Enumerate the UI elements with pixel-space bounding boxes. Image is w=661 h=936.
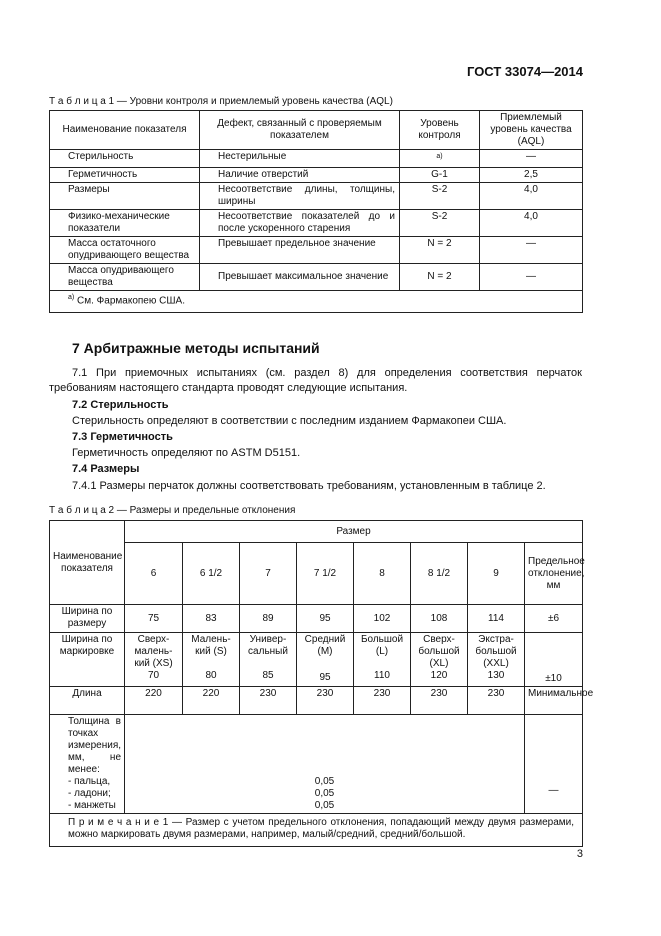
- table-row: [50, 605, 583, 633]
- thickness-item: - ладони;: [68, 788, 111, 799]
- t2-header-name: Наименование показателя: [50, 521, 125, 605]
- t2-cell: [354, 633, 411, 687]
- t1-cell: —: [480, 264, 583, 291]
- para-7-2: Стерильность определяют в соответствии с последним изданием Фармакопеи США.: [72, 415, 507, 427]
- t1-cell: 4,0: [480, 210, 583, 237]
- t1-cell: S-2: [400, 210, 480, 237]
- t2-size: 7: [240, 543, 297, 605]
- t2-cell: [125, 715, 525, 814]
- t1-cell: S-2: [400, 183, 480, 210]
- thickness-item: - пальца,: [68, 776, 111, 787]
- t1-cell: Размеры: [50, 183, 200, 210]
- para-7-3: Герметичность определяют по ASTM D5151.: [72, 447, 301, 459]
- t2-cell: 220: [183, 687, 240, 715]
- thickness-value: 0,05: [314, 776, 335, 787]
- t2-cell: [183, 633, 240, 687]
- t2-cell: —: [525, 715, 583, 814]
- t1-cell: N = 2: [400, 264, 480, 291]
- document-header: ГОСТ 33074—2014: [467, 64, 583, 79]
- t2-cell: 83: [183, 605, 240, 633]
- t2-cell: 95: [297, 605, 354, 633]
- t1-cell: Масса остаточного опудривающего вещества: [50, 237, 200, 264]
- t2-cell: [125, 633, 183, 687]
- para-7-4-1: 7.4.1 Размеры перчаток должны соответствовать требованиям, установленным в таблице 2.: [72, 480, 546, 492]
- t2-cell: [297, 633, 354, 687]
- t2-cell: [411, 633, 468, 687]
- t2-row-label: Ширина по маркировке: [50, 633, 125, 687]
- size-value: 95: [319, 672, 331, 683]
- table1: [49, 110, 583, 313]
- table-row: [50, 715, 583, 814]
- t2-size: 7 1/2: [297, 543, 354, 605]
- size-name: Универ-сальный: [248, 634, 288, 657]
- heading-7-4: 7.4 Размеры: [72, 463, 140, 475]
- t1-cell: N = 2: [400, 237, 480, 264]
- para-7-1: 7.1 При приемочных испытаниях (см. раздел 8) для определения соответствия перчаток требованиям настоящего стандарта проводят следующие испытания.: [49, 367, 582, 394]
- t2-cell: 75: [125, 605, 183, 633]
- size-name: Сверх-малень-кий (XS): [134, 634, 173, 669]
- t2-cell: [240, 633, 297, 687]
- t2-cell: ±10: [525, 633, 583, 687]
- t2-size: 6: [125, 543, 183, 605]
- footnote-text: См. Фармакопею США.: [74, 295, 185, 307]
- size-value: 120: [430, 670, 448, 681]
- t2-cell: 102: [354, 605, 411, 633]
- table1-caption: Т а б л и ц а 1 — Уровни контроля и приемлемый уровень качества (AQL): [49, 96, 393, 107]
- t2-row-label: Длина: [50, 687, 125, 715]
- t2-cell: 230: [354, 687, 411, 715]
- t2-cell: [468, 633, 525, 687]
- size-name: Средний (M): [304, 634, 346, 657]
- table-row: [50, 687, 583, 715]
- table-row: [50, 183, 583, 210]
- t1-cell: 4,0: [480, 183, 583, 210]
- table-row: [50, 264, 583, 291]
- t1-cell: —: [480, 237, 583, 264]
- t2-header-size: Размер: [125, 521, 583, 543]
- t2-cell: 230: [297, 687, 354, 715]
- t1-header-name: Наименование показателя: [50, 111, 200, 150]
- t1-cell: Герметичность: [50, 168, 200, 183]
- footnote-mark: а): [68, 294, 75, 302]
- t1-cell: Несоответствие длины, толщины, ширины: [200, 183, 400, 210]
- table2-caption: Т а б л и ц а 2 — Размеры и предельные отклонения: [49, 505, 296, 516]
- size-value: 85: [262, 670, 274, 681]
- size-name: Малень-кий (S): [191, 634, 231, 657]
- t2-note: П р и м е ч а н и е 1 — Размер с учетом предельного отклонения, попадающий между двумя размерами, можно маркировать двумя размерами, например, малый/средний, средний/большой.: [50, 814, 583, 847]
- t1-cell: Нестерильные: [200, 150, 400, 168]
- t1-cell: 2,5: [480, 168, 583, 183]
- thickness-item: - манжеты: [68, 800, 116, 811]
- size-name: Экстра-большой (XXL): [475, 634, 517, 669]
- section-7-title: 7 Арбитражные методы испытаний: [72, 340, 320, 356]
- t1-cell: Превышает предельное значение: [200, 237, 400, 264]
- footnote-mark: а): [436, 153, 443, 160]
- t2-row-label: [50, 715, 125, 814]
- t1-header-defect: Дефект, связанный с проверяемым показателем: [200, 111, 400, 150]
- t1-cell: [400, 150, 480, 168]
- t1-footnote: [50, 291, 583, 312]
- t2-row-label: Ширина по размеру: [50, 605, 125, 633]
- t2-cell: ±6: [525, 605, 583, 633]
- thickness-label: Толщина в точках измерения, мм, не менее:: [68, 716, 122, 775]
- table-row: [50, 633, 583, 687]
- thickness-value: 0,05: [314, 788, 335, 799]
- heading-7-2: 7.2 Стерильность: [72, 399, 169, 411]
- size-value: 130: [487, 670, 505, 681]
- t1-cell: Наличие отверстий: [200, 168, 400, 183]
- t2-size: 6 1/2: [183, 543, 240, 605]
- t2-size: 9: [468, 543, 525, 605]
- t2-header-tolerance: Предельное отклонение, мм: [525, 543, 583, 605]
- t1-cell: Превышает максимальное значение: [200, 264, 400, 291]
- size-name: Большой (L): [360, 634, 404, 657]
- t2-cell: 114: [468, 605, 525, 633]
- t1-footnote-row: [50, 291, 583, 312]
- t2-cell: 230: [411, 687, 468, 715]
- size-value: 70: [147, 670, 160, 681]
- table-row: [50, 210, 583, 237]
- t2-size: 8: [354, 543, 411, 605]
- t2-size: 8 1/2: [411, 543, 468, 605]
- t2-cell: 230: [468, 687, 525, 715]
- t1-cell: Масса опудривающего вещества: [50, 264, 200, 291]
- t1-cell: Стерильность: [50, 150, 200, 168]
- t1-header-level: Уровень контроля: [400, 111, 480, 150]
- t2-cell: 108: [411, 605, 468, 633]
- size-name: Сверх-большой (XL): [418, 634, 460, 669]
- t2-cell: Минимальное: [525, 687, 583, 715]
- size-value: 80: [205, 670, 217, 681]
- table-row: [50, 237, 583, 264]
- table-row: [50, 168, 583, 183]
- t1-header-aql: Приемлемый уровень качества (AQL): [480, 111, 583, 150]
- t2-cell: 230: [240, 687, 297, 715]
- t1-cell: Физико-механические показатели: [50, 210, 200, 237]
- table-row: [50, 150, 583, 168]
- table2: [49, 520, 594, 847]
- size-value: 110: [374, 670, 390, 681]
- t2-cell: 89: [240, 605, 297, 633]
- thickness-value: 0,05: [314, 800, 335, 811]
- page-number: 3: [576, 848, 583, 860]
- t1-cell: G-1: [400, 168, 480, 183]
- t1-cell: —: [480, 150, 583, 168]
- t1-cell: Несоответствие показателей до и после ускоренного старения: [200, 210, 400, 237]
- t2-note-row: [50, 814, 583, 847]
- t2-cell: 220: [125, 687, 183, 715]
- heading-7-3: 7.3 Герметичность: [72, 431, 173, 443]
